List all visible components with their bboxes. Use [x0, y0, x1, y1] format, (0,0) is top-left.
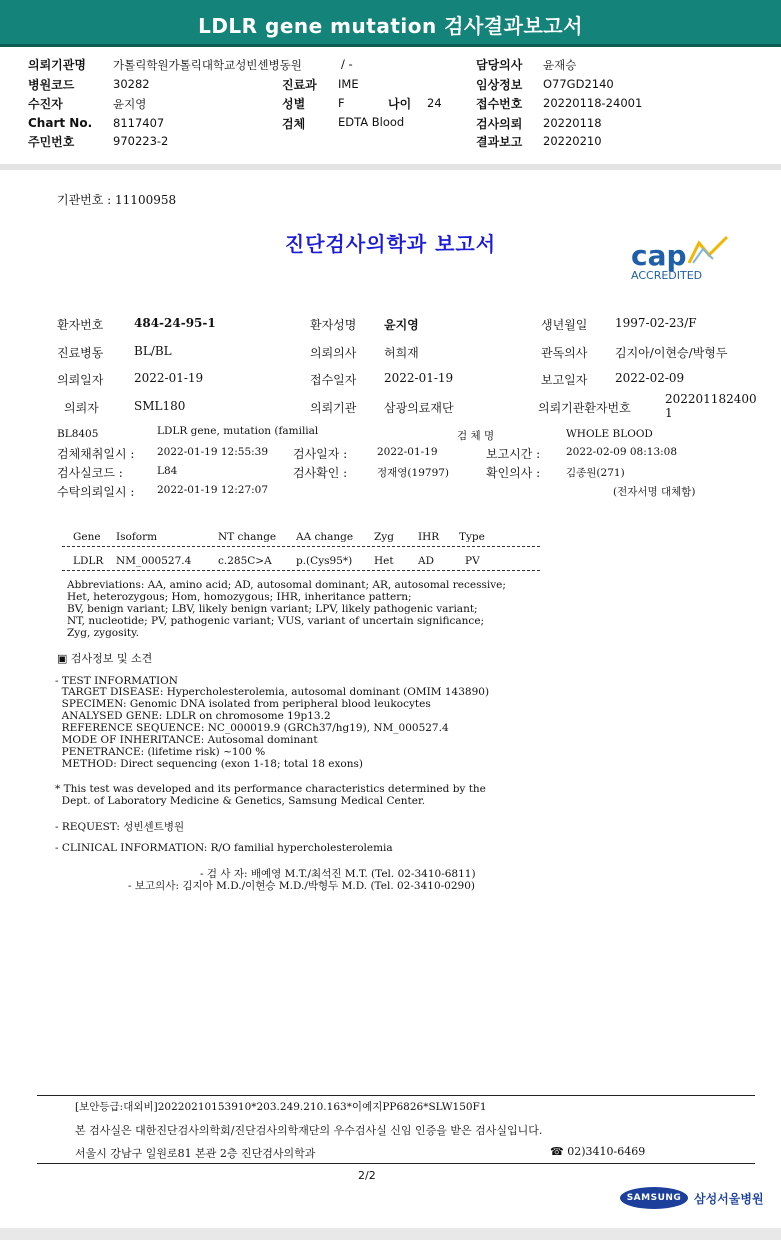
report-header-title: LDLR gene mutation 검사결과보고서 — [198, 14, 583, 38]
header-value: 윤지영 — [113, 97, 147, 111]
test-info-line: MODE OF INHERITANCE: Autosomal dominant — [55, 734, 318, 746]
header-label: Chart No. — [28, 116, 93, 130]
header-label: 병원코드 — [28, 78, 75, 92]
institution-patient-number: 202201182400 — [665, 392, 757, 406]
footer-divider — [37, 1095, 755, 1096]
label: 검 체 명 — [457, 430, 495, 442]
header-divider — [0, 164, 781, 170]
label: 접수일자 — [310, 373, 357, 387]
table-header: Zyg — [374, 531, 394, 543]
requesting-institution: 삼광의료재단 — [384, 401, 454, 415]
label: 생년월일 — [541, 318, 588, 332]
samsung-logo: SAMSUNG — [620, 1187, 688, 1209]
label: 의뢰일자 — [57, 373, 104, 387]
header-value: EDTA Blood — [338, 115, 405, 129]
reading-doctors: 김지아/이현승/박형두 — [615, 346, 728, 360]
abbreviation-line: Abbreviations: AA, amino acid; AD, autosomal dominant; AR, autosomal recessive; — [67, 579, 506, 591]
header-value: 24 — [427, 96, 442, 110]
label: 검사확인 : — [293, 466, 348, 480]
test-info-line: SPECIMEN: Genomic DNA isolated from peripheral blood leukocytes — [55, 698, 431, 710]
reporting-doctor-line: - 보고의사: 김지아 M.D./이현승 M.D./박형두 M.D. (Tel. 02-3410-0290) — [128, 880, 475, 892]
header-label: 수진자 — [28, 97, 63, 111]
table-cell: NM_000527.4 — [116, 555, 192, 567]
request-date: 2022-01-19 — [134, 371, 204, 385]
test-name: LDLR gene, mutation (familial — [157, 425, 319, 437]
report-time: 2022-02-09 08:13:08 — [566, 446, 678, 458]
disclaimer-line: * This test was developed and its performance characteristics determined by the — [55, 783, 486, 795]
table-cell: AD — [418, 555, 435, 567]
abbreviation-line: NT, nucleotide; PV, pathogenic variant; VUS, variant of uncertain significance; — [67, 615, 485, 627]
test-info-line: PENETRANCE: (lifetime risk) ~100 % — [55, 746, 266, 758]
table-header: AA change — [296, 531, 354, 543]
header-value: 970223-2 — [113, 134, 169, 148]
test-info-line: TARGET DISEASE: Hypercholesterolemia, autosomal dominant (OMIM 143890) — [55, 686, 490, 698]
consignment-time: 2022-01-19 12:27:07 — [157, 484, 269, 496]
requesting-doctor: 허희재 — [384, 346, 419, 360]
verifying-doctor: 김종원(271) — [566, 467, 625, 479]
institution-number: 기관번호 : 11100958 — [57, 193, 177, 207]
section-heading: ▣ 검사정보 및 소견 — [57, 652, 153, 665]
request-line: - REQUEST: 성빈센트병원 — [55, 821, 185, 833]
label: 확인의사 : — [486, 466, 541, 480]
cap-logo-text: cap — [631, 239, 687, 272]
header-label: 접수번호 — [476, 97, 523, 111]
e-signature-note: (전자서명 대체함) — [613, 486, 696, 498]
disclaimer-line: Dept. of Laboratory Medicine & Genetics, Samsung Medical Center. — [55, 795, 426, 807]
report-date: 2022-02-09 — [615, 371, 685, 385]
tester-line: - 검 사 자: 배예영 M.T./최석진 M.T. (Tel. 02-3410-6811) — [200, 868, 476, 880]
lab-address: 서울시 강남구 일원로81 본관 2층 진단검사의학과 — [75, 1147, 316, 1160]
header-label: 나이 — [388, 97, 412, 111]
table-header: Isoform — [116, 531, 158, 543]
certification-note: 본 검사실은 대한진단검사의학회/진단검사의학재단의 우수검사실 신임 인증을 받은 검사실입니다. — [75, 1124, 543, 1137]
header-label: 의뢰기관명 — [28, 58, 86, 72]
page-number: 2/2 — [358, 1169, 376, 1182]
abbreviation-line: Zyg, zygosity. — [67, 627, 139, 639]
header-value: 8117407 — [113, 116, 165, 130]
table-cell: c.285C>A — [218, 555, 272, 567]
header-value: 가톨릭학원가톨릭대학교성빈센병동원 — [113, 58, 302, 72]
footer-divider — [37, 1163, 755, 1164]
abbreviation-line: Het, heterozygous; Hom, homozygous; IHR, inheritance pattern; — [67, 591, 412, 603]
lab-phone: ☎ 02)3410-6469 — [550, 1145, 646, 1158]
label: 보고일자 — [541, 373, 588, 387]
patient-name: 윤지영 — [384, 318, 419, 332]
label: 수탁의뢰일시 : — [57, 485, 135, 499]
test-info-line: REFERENCE SEQUENCE: NC_000019.9 (GRCh37/hg19), NM_000527.4 — [55, 722, 449, 734]
report-title: 진단검사의학과 보고서 — [284, 232, 497, 256]
table-header: IHR — [418, 531, 440, 543]
table-header: Type — [459, 531, 485, 543]
hospital-name: 삼성서울병원 — [694, 1192, 764, 1206]
test-date: 2022-01-19 — [377, 446, 438, 458]
test-code: BL8405 — [57, 428, 99, 440]
header-label: 결과보고 — [476, 135, 523, 149]
header-label: 진료과 — [282, 78, 317, 92]
header-label: 담당의사 — [476, 58, 523, 72]
label: 의뢰기관환자번호 — [538, 401, 631, 415]
lab-code: L84 — [157, 465, 178, 477]
header-value: F — [338, 96, 345, 110]
test-confirmer: 정재영(19797) — [377, 467, 450, 479]
requester: SML180 — [134, 399, 186, 413]
header-label: 성별 — [282, 97, 306, 111]
header-value: 20220210 — [543, 134, 602, 148]
label: 환자번호 — [57, 318, 104, 332]
header-sep: / - — [341, 57, 353, 71]
label: 보고시간 : — [486, 447, 541, 461]
label: 의뢰의사 — [310, 346, 357, 360]
header-value: 20220118-24001 — [543, 96, 643, 110]
table-header: Gene — [73, 531, 101, 543]
security-stamp: [보안등급:대외비]20220210153910*203.249.210.163*이예지PP6826*SLW150F1 — [75, 1101, 487, 1113]
table-rule — [62, 570, 540, 571]
table-cell: LDLR — [73, 555, 104, 567]
institution-patient-number-cont: 1 — [665, 406, 673, 420]
header-label: 검사의뢰 — [476, 117, 523, 131]
label: 의뢰자 — [64, 401, 99, 415]
collection-time: 2022-01-19 12:55:39 — [157, 446, 269, 458]
label: 의뢰기관 — [310, 401, 357, 415]
label: 진료병동 — [57, 346, 104, 360]
cap-accredited-text: ACCREDITED — [631, 269, 703, 282]
specimen-name: WHOLE BLOOD — [566, 428, 653, 440]
table-cell: p.(Cys95*) — [296, 555, 353, 567]
clinical-info-line: - CLINICAL INFORMATION: R/O familial hypercholesterolemia — [55, 842, 393, 854]
test-info-line: - TEST INFORMATION — [55, 675, 178, 687]
label: 환자성명 — [310, 318, 357, 332]
header-value: 20220118 — [543, 116, 602, 130]
label: 관독의사 — [541, 346, 588, 360]
patient-number: 484-24-95-1 — [134, 316, 216, 330]
receipt-date: 2022-01-19 — [384, 371, 454, 385]
birth-date: 1997-02-23/F — [615, 316, 697, 330]
label: 검체채취일시 : — [57, 447, 135, 461]
header-label: 검체 — [282, 117, 306, 131]
header-value: 윤재승 — [543, 58, 577, 72]
table-cell: Het — [374, 555, 394, 567]
header-value: 30282 — [113, 77, 150, 91]
header-label: 주민번호 — [28, 135, 75, 149]
test-info-line: METHOD: Direct sequencing (exon 1-18; total 18 exons) — [55, 758, 363, 770]
header-value: O77GD2140 — [543, 77, 614, 91]
abbreviation-line: BV, benign variant; LBV, likely benign variant; LPV, likely pathogenic variant; — [67, 603, 478, 615]
test-info-line: ANALYSED GENE: LDLR on chromosome 19p13.2 — [55, 710, 331, 722]
label: 검사실코드 : — [57, 466, 123, 480]
label: 검사일자 : — [293, 447, 348, 461]
page-bottom-margin — [0, 1228, 781, 1240]
table-cell: PV — [465, 555, 480, 567]
cap-accredited-logo — [627, 233, 737, 283]
table-rule — [62, 546, 540, 547]
table-header: NT change — [218, 531, 277, 543]
header-value: IME — [338, 77, 359, 91]
header-label: 임상정보 — [476, 78, 523, 92]
ward: BL/BL — [134, 344, 172, 358]
